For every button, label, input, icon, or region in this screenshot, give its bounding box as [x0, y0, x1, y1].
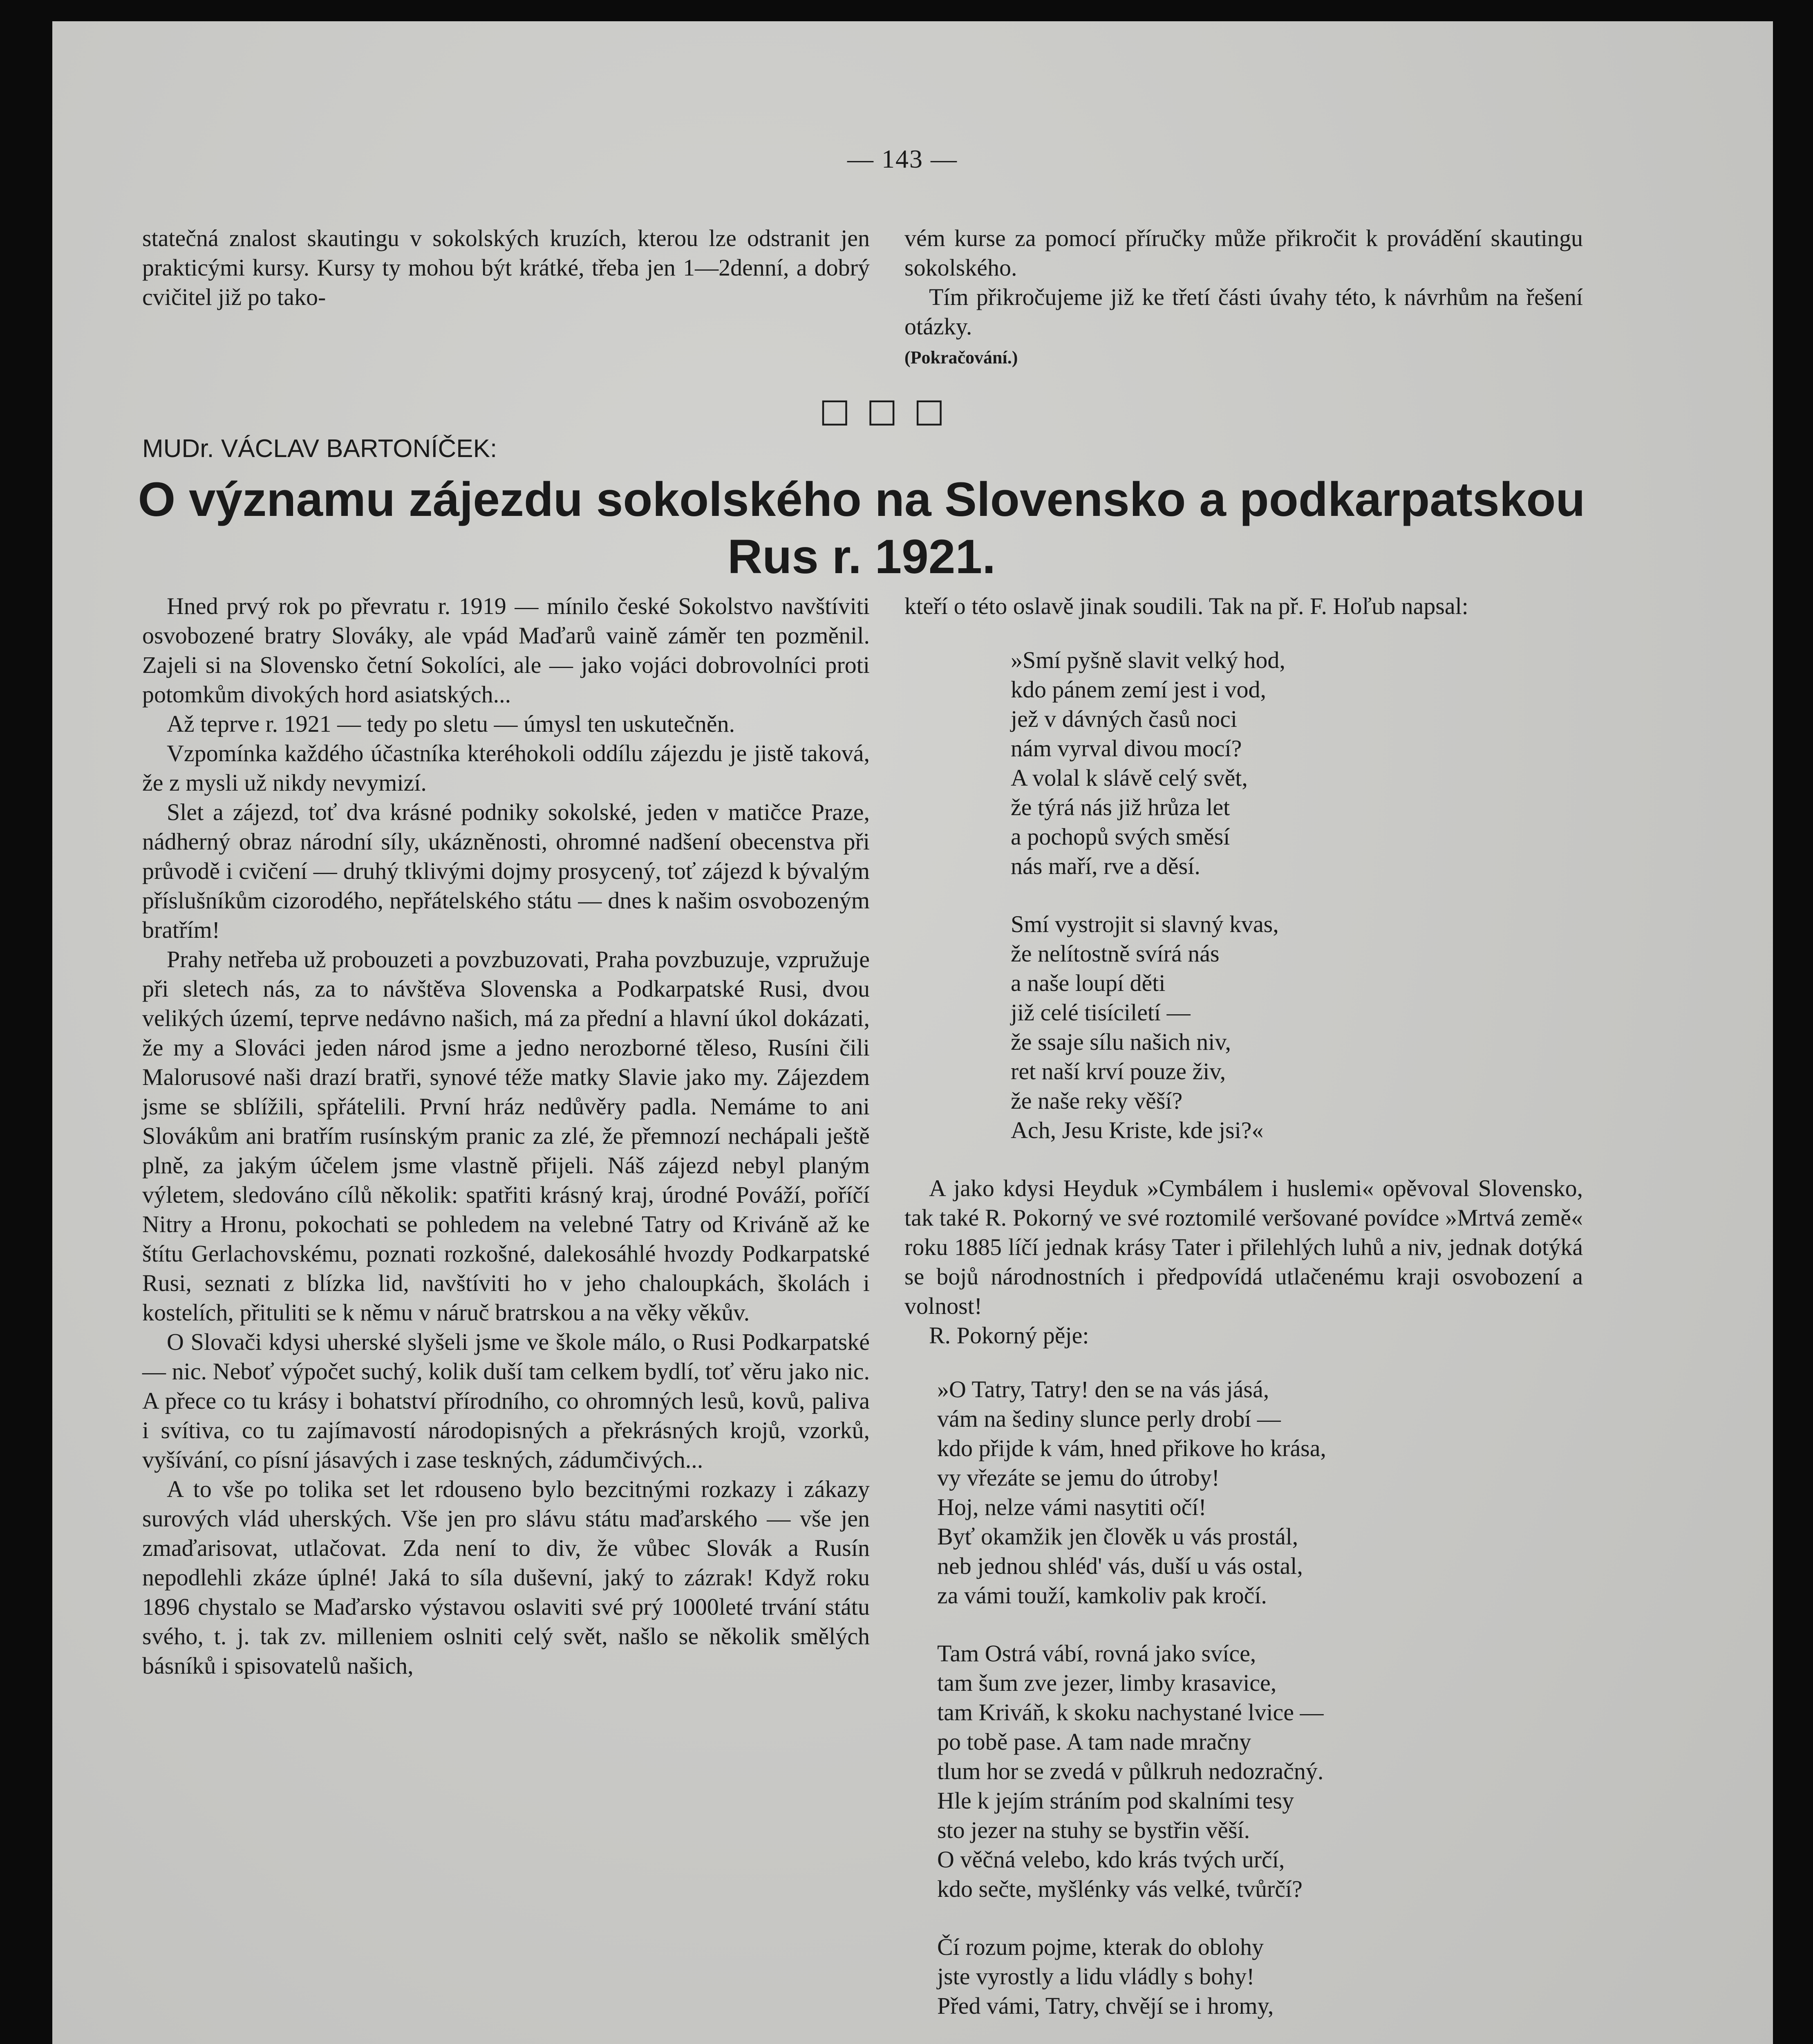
author-name: MUDr. VÁCLAV BARTONÍČEK: — [142, 435, 497, 463]
poem-stanza — [937, 1639, 1583, 1904]
top-right-paragraph-2: Tím přikročujeme již ke třetí části úvahy této, k návrhům na řešení otázky. — [904, 284, 1583, 340]
poem-line: vy vřezáte se jemu do útroby! — [937, 1464, 1220, 1491]
right-body-column — [904, 592, 1583, 2044]
poem-line: »Smí pyšně slavit velký hod, — [1011, 647, 1285, 673]
right-pejs-line: R. Pokorný pěje: — [929, 1322, 1089, 1349]
poem-stanza — [1011, 910, 1583, 1145]
poem-line: již celé tisíciletí — — [1011, 999, 1191, 1026]
poem-line: kdo sečte, myšlénky vás velké, tvůrčí? — [937, 1876, 1303, 1902]
poem-stanza — [1011, 645, 1583, 881]
poem-line: Ach, Jesu Kriste, kde jsi?« — [1011, 1117, 1264, 1143]
poem-line: že nelítostně svírá nás — [1011, 940, 1220, 967]
top-right-column — [904, 224, 1583, 372]
poem-line: že ssaje sílu našich niv, — [1011, 1029, 1231, 1055]
left-paragraph: Vzpomínka každého účastníka kteréhokoli oddílu zájezdu je jistě taková, že z mysli už nikdy nevymizí. — [142, 740, 870, 796]
poem-line: tam Kriváň, k skoku nachystané lvice — — [937, 1699, 1324, 1726]
poem-holub — [904, 645, 1583, 1145]
poem-line: Byť okamžik jen člověk u vás prostál, — [937, 1523, 1298, 1550]
poem-line: neb jednou shléd' vás, duší u vás ostal, — [937, 1553, 1303, 1579]
poem-line: Tam Ostrá vábí, rovná jako svíce, — [937, 1640, 1256, 1667]
poem-line: vám na šediny slunce perly drobí — — [937, 1405, 1281, 1432]
top-left-paragraph: statečná znalost skautingu v sokolských kruzích, kterou lze odstranit jen prakticými kursy. Kursy ty mohou být krátké, třeba jen 1—2denní, a dobrý cvičitel již po tako- — [142, 225, 870, 310]
poem-line: Před vámi, Tatry, chvějí se i hromy, — [937, 1992, 1274, 2019]
right-intro-paragraph: kteří o této oslavě jinak soudili. Tak na př. F. Hoľub napsal: — [904, 593, 1468, 619]
top-right-paragraph-1: vém kurse za pomocí příručky může přikročit k provádění skautingu sokolského. — [904, 225, 1583, 281]
poem-line: a naše loupí děti — [1011, 970, 1166, 996]
left-paragraph: Hned prvý rok po převratu r. 1919 — mínilo české Sokolstvo navštíviti osvobozené bratry Slováky, ale vpád Maďarů vaině záměr ten pozměnil. Zajeli si na Slovensko četní Sokolíci, ale — jako vojáci dobrovolníci proti potomkům divokých hord asiatských... — [142, 593, 870, 708]
poem-line: sto jezer na stuhy se bystřin věší. — [937, 1817, 1250, 1843]
poem-line: jste vyrostly a lidu vládly s bohy! — [937, 1963, 1255, 1990]
section-separator: □□□ — [819, 391, 961, 429]
poem-line: jež v dávných časů noci — [1011, 706, 1238, 732]
poem-line: O věčná velebo, kdo krás tvých určí, — [937, 1846, 1285, 1873]
poem-line: ret naší krví pouze živ, — [1011, 1058, 1226, 1085]
poem-line: nás maří, rve a děsí. — [1011, 853, 1200, 879]
left-paragraph: Až teprve r. 1921 — tedy po sletu — úmysl ten uskutečněn. — [167, 710, 735, 737]
left-body-column — [142, 592, 870, 1681]
poem-pokorny — [904, 1375, 1583, 2021]
poem-line: že naše reky věší? — [1011, 1087, 1183, 1114]
poem-line: Čí rozum pojme, kterak do oblohy — [937, 1934, 1264, 1960]
top-left-column — [142, 224, 870, 312]
poem-line: že týrá nás již hrůza let — [1011, 794, 1230, 820]
left-paragraph: A to vše po tolika set let rdouseno bylo bezcitnými rozkazy i zákazy surových vlád uherských. Vše jen pro slávu státu maďarského — vše jen zmaďarisovat, utlačovat. Zda není to div, že vůbec Slovák a Rusín nepodlehli zkáze úplné! Jaká to síla duševní, jaký to zázrak! Když roku 1896 chystalo se Maďarsko výstavou oslaviti své prý 1000leté trvání státu svého, t. j. tak zv. milleniem oslniti celý svět, našlo se několik smělých básníků i spisovatelů našich, — [142, 1476, 870, 1679]
poem-stanza — [937, 1932, 1583, 2021]
poem-line: tlum hor se zvedá v půlkruh nedozračný. — [937, 1758, 1324, 1784]
poem-line: kdo pánem zemí jest i vod, — [1011, 676, 1266, 703]
page — [52, 21, 1773, 2044]
poem-line: A volal k slávě celý svět, — [1011, 764, 1248, 791]
article-title: O významu zájezdu sokolského na Slovensko a podkarpatskou Rus r. 1921. — [138, 473, 1585, 584]
poem-line: kdo přijde k vám, hned přikove ho krása, — [937, 1435, 1326, 1461]
left-paragraph: O Slovači kdysi uherské slyšeli jsme ve škole málo, o Rusi Podkarpatské — nic. Neboť výpočet suchý, kolik duší tam celkem bydlí, toť věru jako nic. A přece co tu krásy i bohatství přírodního, co ohromných lesů, kovů, paliva i svítiva, co tu zajímavostí národopisných a překrásných krojů, vzorků, vyšívání, co písní jásavých i zase teskných, zádumčivých... — [142, 1329, 870, 1473]
left-paragraph: Prahy netřeba už probouzeti a povzbuzovati, Praha povzbuzuje, vzpružuje při sletech nás, za to návštěva Slovenska a Podkarpatské Rusi, dvou velikých území, teprve nedávno našich, má za přední a hlavní úkol dokázati, že my a Slováci jeden národ jsme a jedno nerozborné těleso, Rusíni čili Malorusové naši drazí bratři, synové téže matky Slavie jako my. Zájezdem jsme se sblížili, spřátelili. První hráz nedůvěry padla. Nemáme to ani Slovákům ani bratřím rusínským pranic za zlé, že přemnozí nechápali ještě plně, za jakým účelem jsme vlastně přijeli. Náš zájezd nebyl planým výletem, sledováno cílů několik: spatřiti krásný kraj, úrodné Pováží, poříčí Nitry a Hronu, pokochati se pohledem na velebné Tatry od Kriváně až ke štítu Gerlachovskému, poznati rozkošné, dalekosáhlé hvozdy Podkarpatské Rusi, seznati z blízka lid, navštíviti ho v jeho chaloupkách, školách i kostelích, přituliti se k němu v náruč bratrskou a na věky věkův. — [142, 946, 870, 1326]
poem-line: za vámi touží, kamkoliv pak kročí. — [937, 1582, 1267, 1609]
left-paragraph: Slet a zájezd, toť dva krásné podniky sokolské, jeden v matičce Praze, nádherný obraz národní síly, ukázněnosti, ohromné nadšení obecenstva při průvodě i cvičení — druhý tklivými dojmy prosycený, toť zájezd k bývalým příslušníkům cizorodého, nepřátelského státu — dnes k našim osvobozeným bratřím! — [142, 799, 870, 943]
poem-line: tam šum zve jezer, limby krasavice, — [937, 1670, 1277, 1696]
right-middle-paragraph: A jako kdysi Heyduk »Cymbálem i huslemi« opěvoval Slovensko, tak také R. Pokorný ve své roztomilé veršované povídce »Mrtvá země« roku 1885 líčí jednak krásy Tater i přilehlých luhů a niv, jednak dotýká se bojů národnostních i předpovídá utlačenému kraji osvobození a volnost! — [904, 1175, 1583, 1319]
poem-line: Hoj, nelze vámi nasytiti očí! — [937, 1494, 1206, 1520]
page-number: — 143 — — [847, 144, 958, 173]
poem-stanza — [937, 1375, 1583, 1610]
poem-line: »O Tatry, Tatry! den se na vás jásá, — [937, 1376, 1269, 1403]
poem-line: po tobě pase. A tam nade mračny — [937, 1728, 1251, 1755]
poem-line: nám vyrval divou mocí? — [1011, 735, 1242, 762]
poem-line: a pochopů svých směsí — [1011, 823, 1230, 850]
poem-line: Smí vystrojit si slavný kvas, — [1011, 911, 1279, 937]
continuation-note: (Pokračování.) — [904, 347, 1018, 368]
poem-line: Hle k jejím stráním pod skalními tesy — [937, 1787, 1294, 1814]
